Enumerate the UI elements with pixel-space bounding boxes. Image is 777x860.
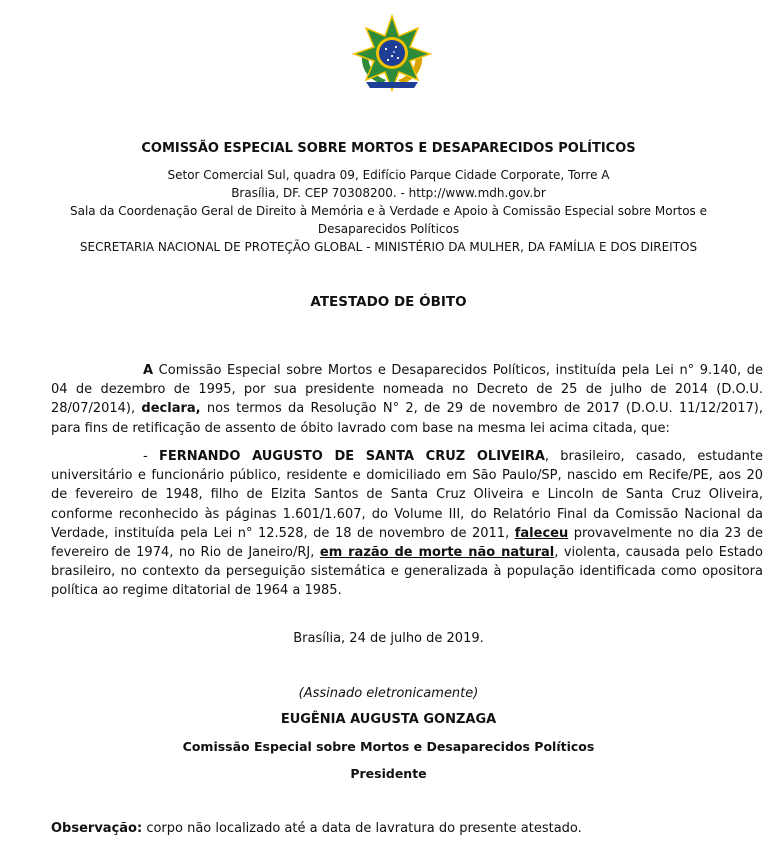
observation-note [51, 821, 582, 836]
address-line: Setor Comercial Sul, quadra 09, Edifício Parque Cidade Corporate, Torre A [167, 168, 610, 182]
faleceu-word: faleceu [514, 525, 569, 541]
address-line: Sala da Coordenação Geral de Direito à Memória e à Verdade e Apoio à Comissão Especial sobre Mortos e [69, 204, 708, 218]
observation-label: Observação: [51, 821, 143, 836]
paragraph-text: , violenta, causada pelo Estado brasileiro, no contexto da perseguição sistemática e generalizada à população identificada como opositora política ao regime ditatorial de 1964 a 1985. [51, 545, 763, 599]
date-line: Brasília, 24 de julho de 2019. [293, 631, 484, 646]
deceased-paragraph [51, 447, 763, 601]
address-line: Brasília, DF. CEP 70308200. - http://www.mdh.gov.br [231, 186, 546, 200]
paragraph-text: Comissão Especial sobre Mortos e Desaparecidos Políticos, instituída pela Lei n° 9.140, de 04 de dezembro de 1995, por sua presidente nomeada no Decreto de 25 de julho de 2014 (D.O.U. 28/07/2014), [51, 363, 763, 417]
lead-word: A [143, 363, 154, 378]
address-line: SECRETARIA NACIONAL DE PROTEÇÃO GLOBAL - MINISTÉRIO DA MULHER, DA FAMÍLIA E DOS DIREITOS [79, 240, 698, 254]
paragraph-text: provavelmente no dia 23 de fevereiro de 1974, no Rio de Janeiro/RJ, [51, 525, 763, 561]
cause-of-death: em razão de morte não natural [319, 545, 555, 561]
signatory-organization: Comissão Especial sobre Mortos e Desaparecidos Políticos [182, 739, 595, 754]
paragraph-text: , brasileiro, casado, estudante universitário e funcionário público, residente e domiciliado em São Paulo/SP, nascido em Recife/PE, aos 20 de fevereiro de 1948, filho de Elzita Santos de Santa Cruz Oliveira e Lincoln de Santa Cruz Oliveira, conforme reconhecido às páginas 1.601/1.607, do Volume III, do Relatório Final da Comissão Nacional da Verdade, instituída pela Lei n° 12.528, de 18 de novembro de 2011, [51, 449, 763, 541]
paragraph-text: nos termos da Resolução N° 2, de 29 de novembro de 2017 (D.O.U. 11/12/2017), para fins de retificação de assento de óbito lavrado com base na mesma lei acima citada, que: [51, 401, 763, 436]
deceased-name: FERNANDO AUGUSTO DE SANTA CRUZ OLIVEIRA [158, 449, 545, 464]
address-line: Desaparecidos Políticos [317, 222, 460, 236]
dash: - [143, 449, 159, 464]
observation-text: corpo não localizado até a data de lavratura do presente atestado. [142, 821, 582, 836]
commission-header-title: COMISSÃO ESPECIAL SOBRE MORTOS E DESAPARECIDOS POLÍTICOS [141, 141, 636, 156]
declaration-paragraph [51, 361, 763, 438]
document-title: ATESTADO DE ÓBITO [310, 294, 467, 310]
signatory-role: Presidente [350, 766, 427, 781]
signatory-name: EUGÊNIA AUGUSTA GONZAGA [280, 712, 497, 727]
brazil-coat-of-arms-emblem [352, 14, 432, 94]
declara-word: declara, [141, 401, 201, 417]
signed-note: (Assinado eletronicamente) [298, 686, 479, 701]
